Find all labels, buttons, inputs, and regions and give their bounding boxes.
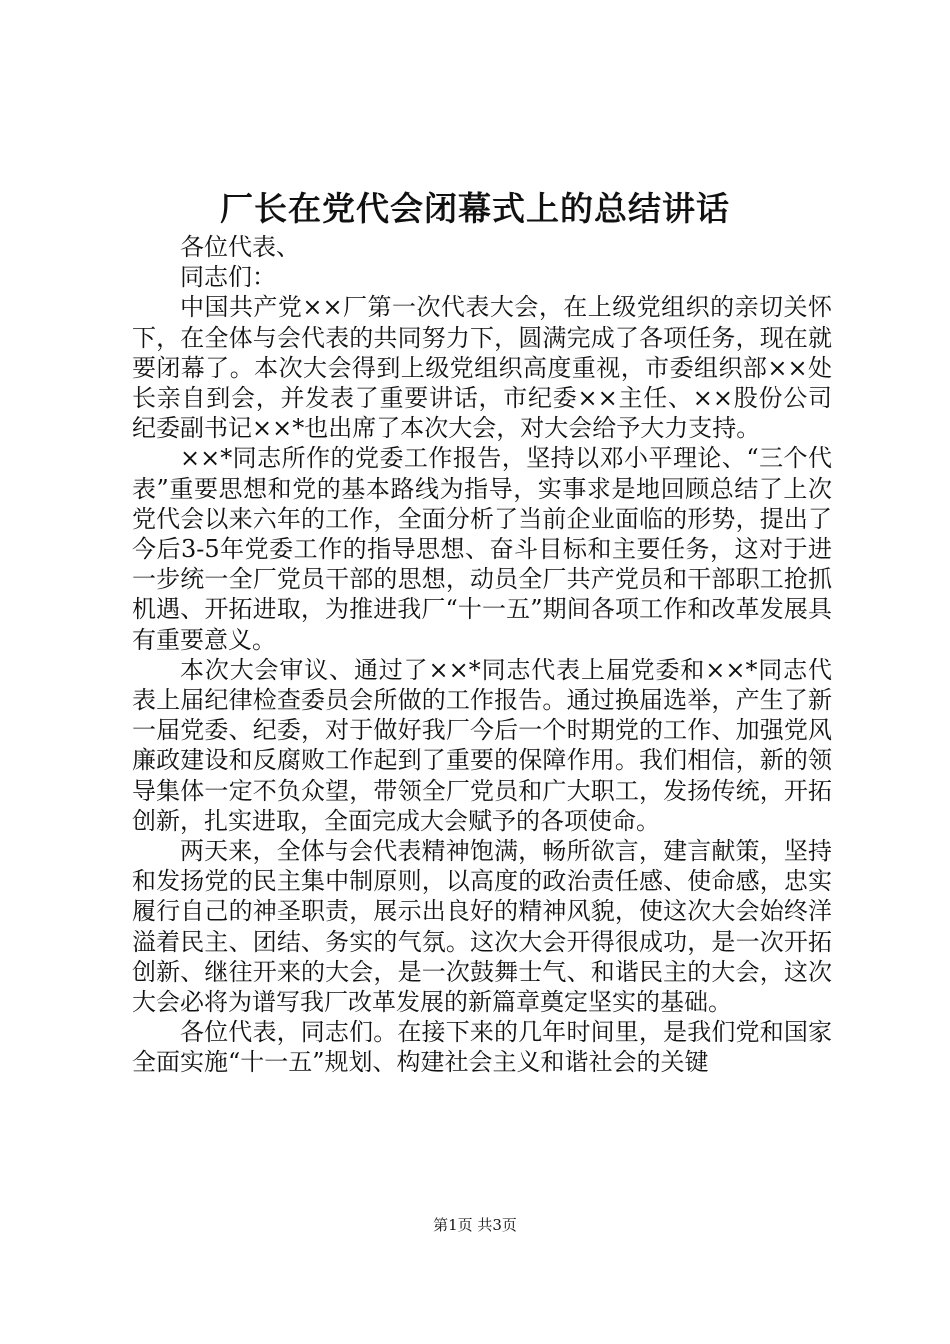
paragraph-1: 中国共产党××厂第一次代表大会，在上级党组织的亲切关怀下，在全体与会代表的共同努力下，圆满完成了各项任务，现在就要闭幕了。本次大会得到上级党组织高度重视，市委组织部××处长亲自到会，并发表了重要讲话，市纪委××主任、××股份公司纪委副书记××*也出席了本次大会，对大会给予大力支持。 bbox=[132, 293, 832, 443]
paragraph-3: 本次大会审议、通过了××*同志代表上届党委和××*同志代表上届纪律检查委员会所做的工作报告。通过换届选举，产生了新一届党委、纪委，对于做好我厂今后一个时期党的工作、加强党风廉政建设和反腐败工作起到了重要的保障作用。我们相信，新的领导集体一定不负众望，带领全厂党员和广大职工，发扬传统，开拓创新，扎实进取，全面完成大会赋予的各项使命。 bbox=[132, 655, 832, 835]
paragraph-4: 两天来，全体与会代表精神饱满，畅所欲言，建言献策，坚持和发扬党的民主集中制原则，以高度的政治责任感、使命感，忠实履行自己的神圣职责，展示出良好的精神风貌，使这次大会始终洋溢着民主、团结、务实的气氛。这次大会开得很成功，是一次开拓创新、继往开来的大会，是一次鼓舞士气、和谐民主的大会，这次大会必将为谱写我厂改革发展的新篇章奠定坚实的基础。 bbox=[132, 837, 832, 1017]
salutation-line-1: 各位代表、 bbox=[180, 233, 300, 261]
page-footer: 第1页 共3页 bbox=[433, 1216, 517, 1234]
paragraph-2: ××*同志所作的党委工作报告，坚持以邓小平理论、“三个代表”重要思想和党的基本路线为指导，实事求是地回顾总结了上次党代会以来六年的工作，全面分析了当前企业面临的形势，提出了今后3-5年党委工作的指导思想、奋斗目标和主要任务，这对于进一步统一全厂党员干部的思想，动员全厂共产党员和干部职工抢抓机遇、开拓进取，为推进我厂“十一五”期间各项工作和改革发展具有重要意义。 bbox=[132, 444, 832, 654]
salutation-line-2: 同志们： bbox=[180, 263, 276, 292]
document-title: 厂长在党代会闭幕式上的总结讲话 bbox=[220, 189, 730, 228]
paragraph-5: 各位代表，同志们。在接下来的几年时间里，是我们党和国家全面实施“十一五”规划、构建社会主义和谐社会的关键 bbox=[132, 1018, 832, 1077]
document-body bbox=[132, 232, 832, 1078]
